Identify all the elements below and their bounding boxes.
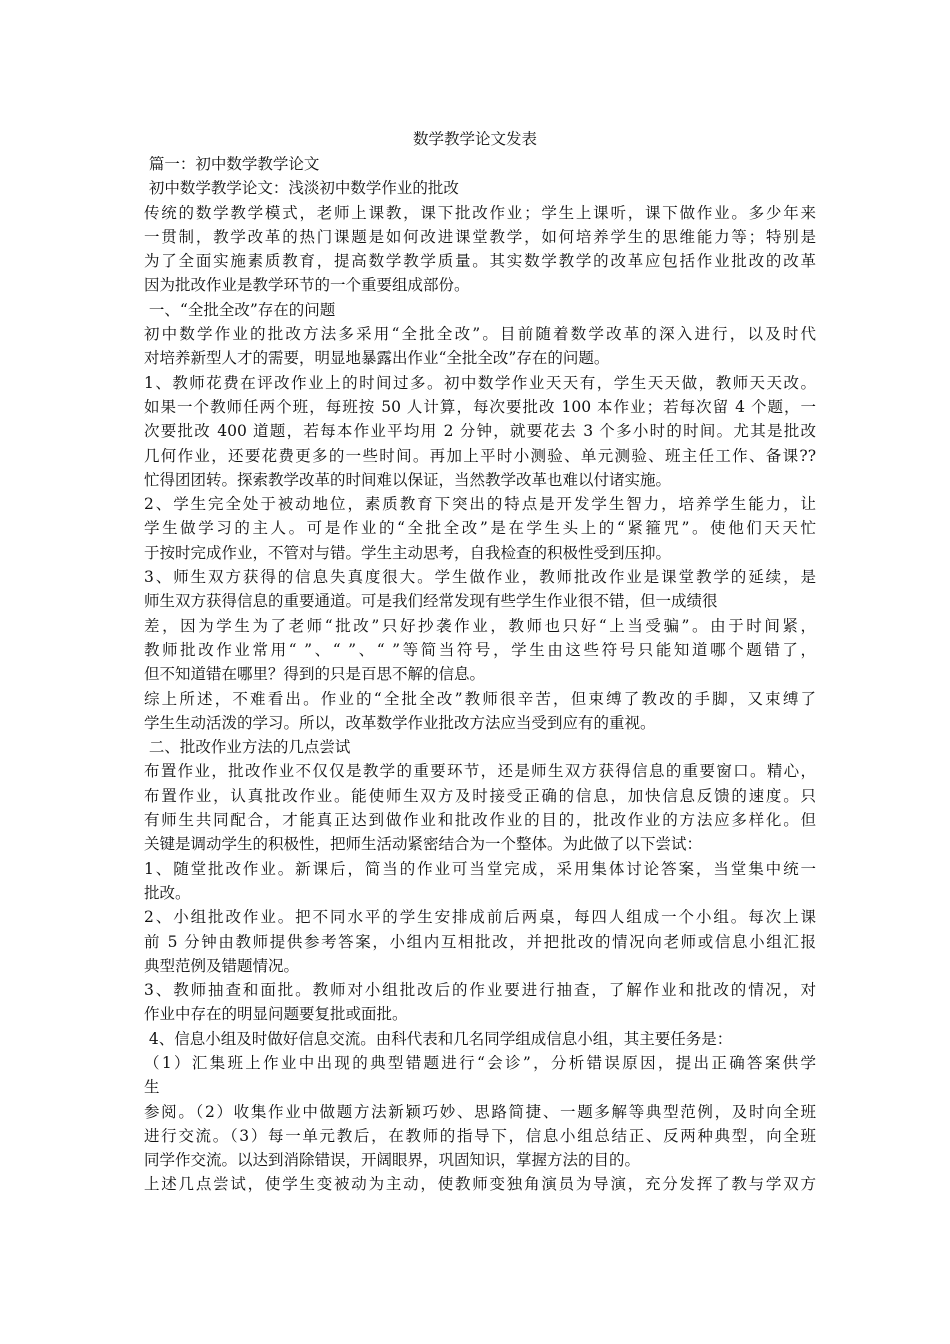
text-line: 1、教师花费在评改作业上的时间过多。初中数学作业天天有，学生天天做，教师天天改。 — [144, 373, 816, 392]
text-line: 但不知道错在哪里？得到的只是百思不解的信息。 — [144, 665, 486, 684]
text-line: 有师生共同配合，才能真正达到做作业和批改作业的目的，批改作业的方法应多样化。但 — [144, 811, 816, 830]
text-line: 于按时完成作业，不管对与错。学生主动思考，自我检查的积极性受到压抑。 — [144, 543, 672, 562]
text-line: 前 5 分钟由教师提供参考答案，小组内互相批改，并把批改的情况向老师或信息小组汇报 — [144, 932, 816, 951]
text-line: 为了全面实施素质教育，提高数学教学质量。其实数学教学的改革应包括作业批改的改革 — [144, 252, 816, 271]
text-line: 2、小组批改作业。把不同水平的学生安排成前后两桌，每四人组成一个小组。每次上课 — [144, 908, 816, 927]
text-line: 布置作业，批改作业不仅仅是教学的重要环节，还是师生双方获得信息的重要窗口。精心， — [144, 762, 816, 781]
text-line: 篇一：初中数学教学论文 — [144, 155, 320, 173]
text-line: 师生双方获得信息的重要通道。可是我们经常发现有些学生作业很不错，但一成绩很 — [144, 592, 718, 611]
text-line: 2、学生完全处于被动地位，素质教育下突出的特点是开发学生智力，培养学生能力，让 — [144, 495, 816, 514]
text-line: 3、师生双方获得的信息失真度很大。学生做作业，教师批改作业是课堂教学的延续，是 — [144, 568, 816, 587]
text-line: 1、随堂批改作业。新课后，简当的作业可当堂完成，采用集体讨论答案，当堂集中统一 — [144, 859, 816, 878]
text-line: 3、教师抽查和面批。教师对小组批改后的作业要进行抽查，了解作业和批改的情况，对 — [144, 981, 816, 1000]
text-line: 综上所述，不难看出。作业的“全批全改”教师很辛苦，但束缚了教改的手脚，又束缚了 — [144, 689, 816, 708]
text-line: 同学作交流。以达到消除错误，开阔眼界，巩固知识，掌握方法的目的。 — [144, 1151, 641, 1170]
text-line: （1）汇集班上作业中出现的典型错题进行“会诊”，分析错误原因，提出正确答案供学 — [144, 1053, 816, 1072]
text-line: 如果一个教师任两个班，每班按 50 人计算，每次要批改 100 本作业；若每次留 4 个题，一 — [144, 397, 816, 416]
text-line: 二、批改作业方法的几点尝试 — [144, 738, 351, 757]
text-line: 一、“全批全改”存在的问题 — [144, 300, 336, 319]
document-title: 数学教学论文发表 — [412, 130, 537, 148]
text-line: 进行交流。（3）每一单元教后，在教师的指导下，信息小组总结正、反两种典型，向全班 — [144, 1126, 816, 1145]
text-line: 教师批改作业常用“ ”、“ ”、“ ”等简当符号，学生由这些符号只能知道哪个题错了， — [144, 640, 816, 659]
text-line: 生 — [144, 1078, 160, 1097]
text-line: 差，因为学生为了老师“批改”只好抄袭作业，教师也只好“上当受骗”。由于时间紧， — [144, 616, 816, 635]
text-line: 忙得团团转。探索教学改革的时间难以保证，当然教学改革也难以付诸实施。 — [144, 470, 672, 489]
text-line: 对培养新型人才的需要，明显地暴露出作业“全批全改”存在的问题。 — [144, 349, 610, 368]
text-line: 学生做学习的主人。可是作业的“全批全改”是在学生头上的“紧箍咒”。使他们天天忙 — [144, 519, 816, 538]
text-line: 4、信息小组及时做好信息交流。由科代表和几名同学组成信息小组，其主要任务是： — [144, 1029, 733, 1048]
text-line: 关键是调动学生的积极性，把师生活动紧密结合为一个整体。为此做了以下尝试： — [144, 835, 703, 854]
text-line: 次要批改 400 道题，若每本作业平均用 2 分钟，就要花去 3 个多小时的时间。尤其是批改 — [144, 422, 816, 441]
text-line: 传统的数学教学模式，老师上课教，课下批改作业；学生上课听，课下做作业。多少年来 — [144, 203, 816, 222]
text-line: 上述几点尝试，使学生变被动为主动，使教师变独角演员为导演，充分发挥了教与学双方 — [144, 1175, 816, 1194]
text-line: 几何作业，还要花费更多的一些时间。再加上平时小测验、单元测验、班主任工作、备课?? — [144, 446, 816, 465]
text-line: 初中数学作业的批改方法多采用“全批全改”。目前随着数学改革的深入进行，以及时代 — [144, 325, 816, 344]
text-line: 学生生动活泼的学习。所以，改革数学作业批改方法应当受到应有的重视。 — [144, 713, 656, 732]
text-line: 初中数学教学论文：浅淡初中数学作业的批改 — [144, 179, 459, 198]
text-line: 因为批改作业是教学环节的一个重要组成部份。 — [144, 276, 470, 295]
text-line: 参阅。（2）收集作业中做题方法新颖巧妙、思路简捷、一题多解等典型范例，及时向全班 — [144, 1102, 816, 1121]
text-line: 典型范例及错题情况。 — [144, 956, 300, 975]
text-line: 一贯制，教学改革的热门课题是如何改进课堂教学，如何培养学生的思维能力等；特别是 — [144, 227, 816, 246]
text-line: 批改。 — [144, 883, 191, 902]
text-line: 作业中存在的明显问题要复批或面批。 — [144, 1005, 408, 1024]
text-line: 布置作业，认真批改作业。能使师生双方及时接受正确的信息，加快信息反馈的速度。只 — [144, 786, 816, 805]
document-body — [144, 152, 816, 1197]
